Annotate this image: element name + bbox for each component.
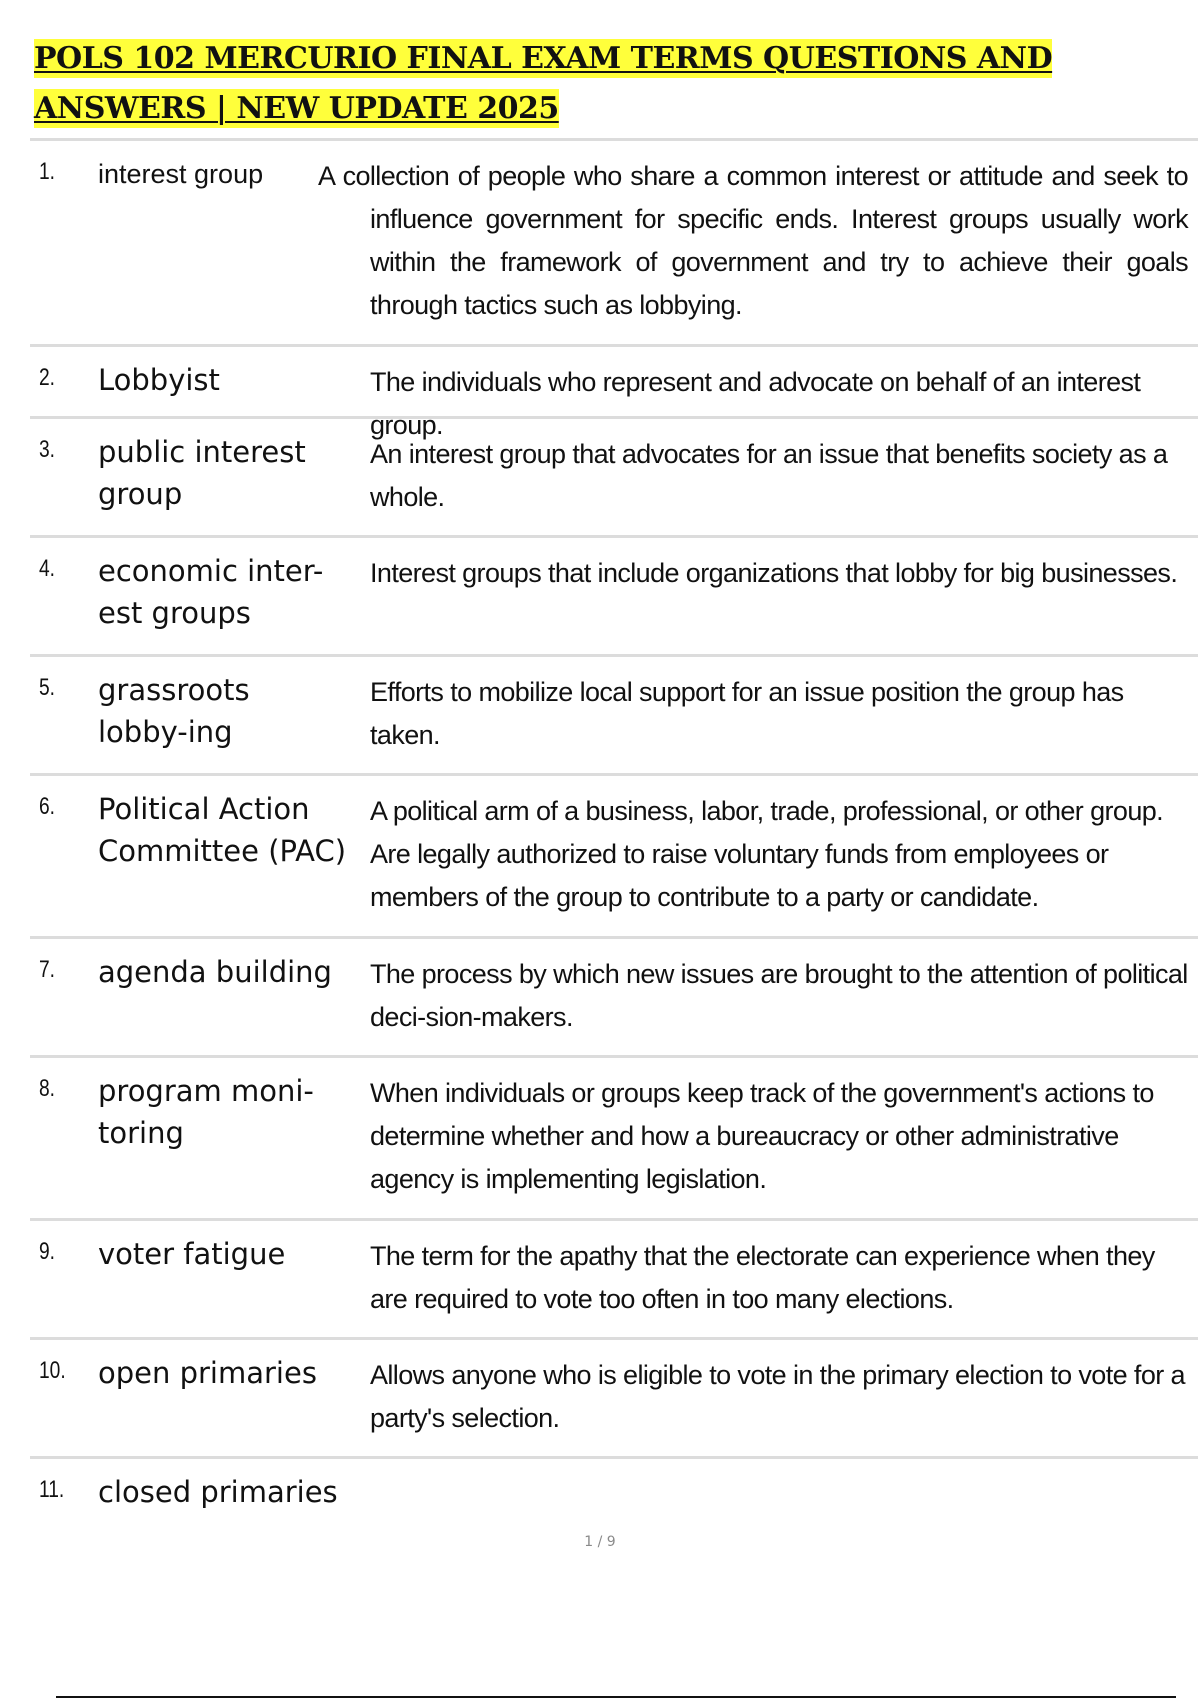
- term-name: Lobbyist: [98, 363, 220, 397]
- document-title: [34, 34, 1194, 134]
- term-name: economic inter-est groups: [98, 554, 324, 630]
- term-number: 8.: [39, 1075, 56, 1102]
- term-definition: The process by which new issues are brought to the attention of political deci-sion-makers.: [370, 959, 1188, 1032]
- term-number: 9.: [39, 1238, 56, 1265]
- term-definition: The individuals who represent and advocate on behalf of an interest group.: [370, 367, 1141, 440]
- term-row: [30, 1221, 1198, 1340]
- term-definition: Interest groups that include organizations that lobby for big businesses.: [370, 558, 1178, 588]
- term-definition: A collection of people who share a common interest or attitude and seek to influence government for specific ends. Interest groups usually work within the framework of government and try to achieve their goals through tactics such as lobbying.: [318, 161, 1188, 320]
- term-definition: Efforts to mobilize local support for an issue position the group has taken.: [370, 677, 1124, 750]
- term-name: interest group: [98, 159, 264, 189]
- term-name: agenda building: [98, 955, 332, 989]
- term-number: 5.: [39, 674, 56, 701]
- term-row: [30, 1058, 1198, 1221]
- term-number: 11.: [39, 1476, 65, 1503]
- term-name: open primaries: [98, 1356, 317, 1390]
- term-definition: A political arm of a business, labor, trade, professional, or other group. Are legally authorized to raise voluntary funds from employees or members of the group to contribute to a party or candidate.: [370, 796, 1164, 912]
- term-row: [30, 939, 1198, 1058]
- term-row: [30, 419, 1198, 538]
- term-number: 2.: [39, 364, 56, 391]
- term-row: [30, 141, 1198, 347]
- term-name: Political Action Committee (PAC): [98, 792, 347, 868]
- term-name: voter fatigue: [98, 1237, 286, 1271]
- document-title-text: POLS 102 MERCURIO FINAL EXAM TERMS QUESTIONS AND ANSWERS | NEW UPDATE 2025: [34, 41, 1053, 126]
- term-row: [30, 538, 1198, 657]
- terms-list: [30, 138, 1198, 1539]
- term-name: grassroots lobby-ing: [98, 673, 250, 749]
- term-definition: Allows anyone who is eligible to vote in the primary election to vote for a party's selection.: [370, 1360, 1185, 1433]
- term-number: 3.: [39, 436, 56, 463]
- term-definition: An interest group that advocates for an issue that benefits society as a whole.: [370, 439, 1168, 512]
- term-number: 4.: [39, 555, 56, 582]
- term-name: program moni-toring: [98, 1074, 314, 1150]
- term-row: [30, 776, 1198, 939]
- bottom-divider: [56, 1696, 1176, 1698]
- term-row: [30, 1459, 1198, 1539]
- page-indicator: 1 / 9: [584, 1534, 616, 1550]
- term-definition: When individuals or groups keep track of the government's actions to determine whether and how a bureaucracy or other administrative agency is implementing legislation.: [370, 1078, 1154, 1194]
- term-row: [30, 657, 1198, 776]
- term-name: public interest group: [98, 435, 306, 511]
- term-name: closed primaries: [98, 1475, 338, 1509]
- term-number: 10.: [39, 1357, 66, 1384]
- term-number: 1.: [39, 158, 56, 185]
- term-number: 6.: [39, 793, 56, 820]
- term-number: 7.: [39, 956, 56, 983]
- term-row: [30, 347, 1198, 440]
- term-definition: The term for the apathy that the electorate can experience when they are required to vote too often in too many elections.: [370, 1241, 1155, 1314]
- term-row: [30, 1340, 1198, 1459]
